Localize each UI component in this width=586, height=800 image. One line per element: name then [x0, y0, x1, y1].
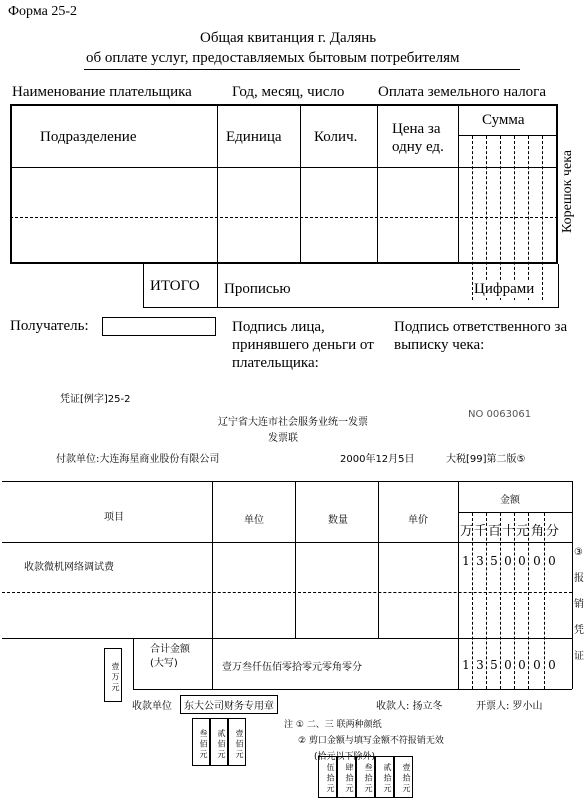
cn-col-amount: 金额: [500, 495, 520, 506]
issuer: 开票人: 罗小山: [476, 701, 543, 712]
note3: (拾元以下除外): [314, 752, 376, 762]
stamp-10: 壹 拾 元: [394, 756, 413, 798]
cashier: 收款人: 扬立冬: [376, 701, 443, 712]
cn-title2: 发票联: [268, 433, 298, 444]
title-line2: об оплате услуг, предоставляемых бытовым потребителям: [86, 50, 460, 66]
col-division: Подразделение: [40, 129, 137, 145]
stamp-300: 叁 佰 元: [192, 718, 210, 766]
note1: 注 ① 二、三 联两种颜纸: [284, 720, 382, 730]
total-label: ИТОГО: [150, 278, 200, 294]
stamp-20: 贰 拾 元: [375, 756, 394, 798]
stamp-40: 肆 拾 元: [337, 756, 356, 798]
stamp-200: 贰 佰 元: [210, 718, 228, 766]
col-unit: Единица: [226, 129, 282, 145]
recipient-label: Получатель:: [10, 318, 89, 334]
ru-table: [10, 104, 558, 264]
stamp-30: 叁 拾 元: [356, 756, 375, 798]
col-qty: Колич.: [314, 129, 358, 145]
cn-total-label: 合计金额 (大写): [150, 644, 190, 669]
cn-title1: 辽宁省大连市社会服务业统一发票: [218, 417, 368, 428]
stamp-50: 伍 拾 元: [318, 756, 337, 798]
cn-col-unit: 单位: [244, 515, 264, 526]
payee-label: 收款单位: [132, 701, 172, 712]
land-tax-label: Оплата земельного налога: [378, 84, 546, 100]
payer-name-label: Наименование плательщика: [12, 84, 192, 100]
sign-responsible-label: Подпись ответственного за выписку чека:: [394, 319, 568, 353]
in-figures-label: Цифрами: [474, 281, 535, 297]
cn-payer: 付款单位:大连海星商业股份有限公司: [56, 454, 220, 465]
side-note: ③ 报 销 凭 证: [574, 547, 584, 662]
col-sum: Сумма: [482, 112, 525, 128]
title-underline: [84, 69, 520, 70]
in-words-label: Прописью: [224, 281, 291, 297]
title-line1: Общая квитанция г. Далянь: [200, 30, 377, 46]
date-label: Год, месяц, число: [232, 84, 345, 100]
form-number: Форма 25-2: [8, 4, 77, 19]
voucher-code: 凭证[例字]25-2: [60, 394, 131, 405]
note2: ② 剪口金额与填写金额不符报销无效: [298, 736, 444, 746]
payee-stamp: 东大公司财务专用章: [180, 695, 278, 714]
cn-date: 2000年12月5日: [340, 454, 415, 465]
sign-receiver-label: Подпись лица, принявшего деньги от плательщика:: [232, 319, 374, 371]
stamp-100: 壹 佰 元: [228, 718, 246, 766]
cn-total-words: 壹万叁仟伍佰零拾零元零角零分: [222, 662, 362, 673]
recipient-field[interactable]: [102, 317, 216, 336]
amount-stamp-left: 壹 万 元: [104, 648, 122, 702]
cn-tax-edition: 大税[99]第二版⑤: [446, 454, 526, 465]
cn-col-qty: 数量: [328, 515, 348, 526]
col-price: Цена за одну ед.: [392, 121, 444, 155]
row1-item: 收款微机网络调试费: [24, 562, 114, 573]
cn-col-item: 项目: [104, 512, 124, 523]
invoice-number: NO 0063061: [468, 409, 532, 420]
cn-col-price: 单价: [408, 515, 428, 526]
stub-side-label: Корешок чека: [560, 150, 575, 233]
